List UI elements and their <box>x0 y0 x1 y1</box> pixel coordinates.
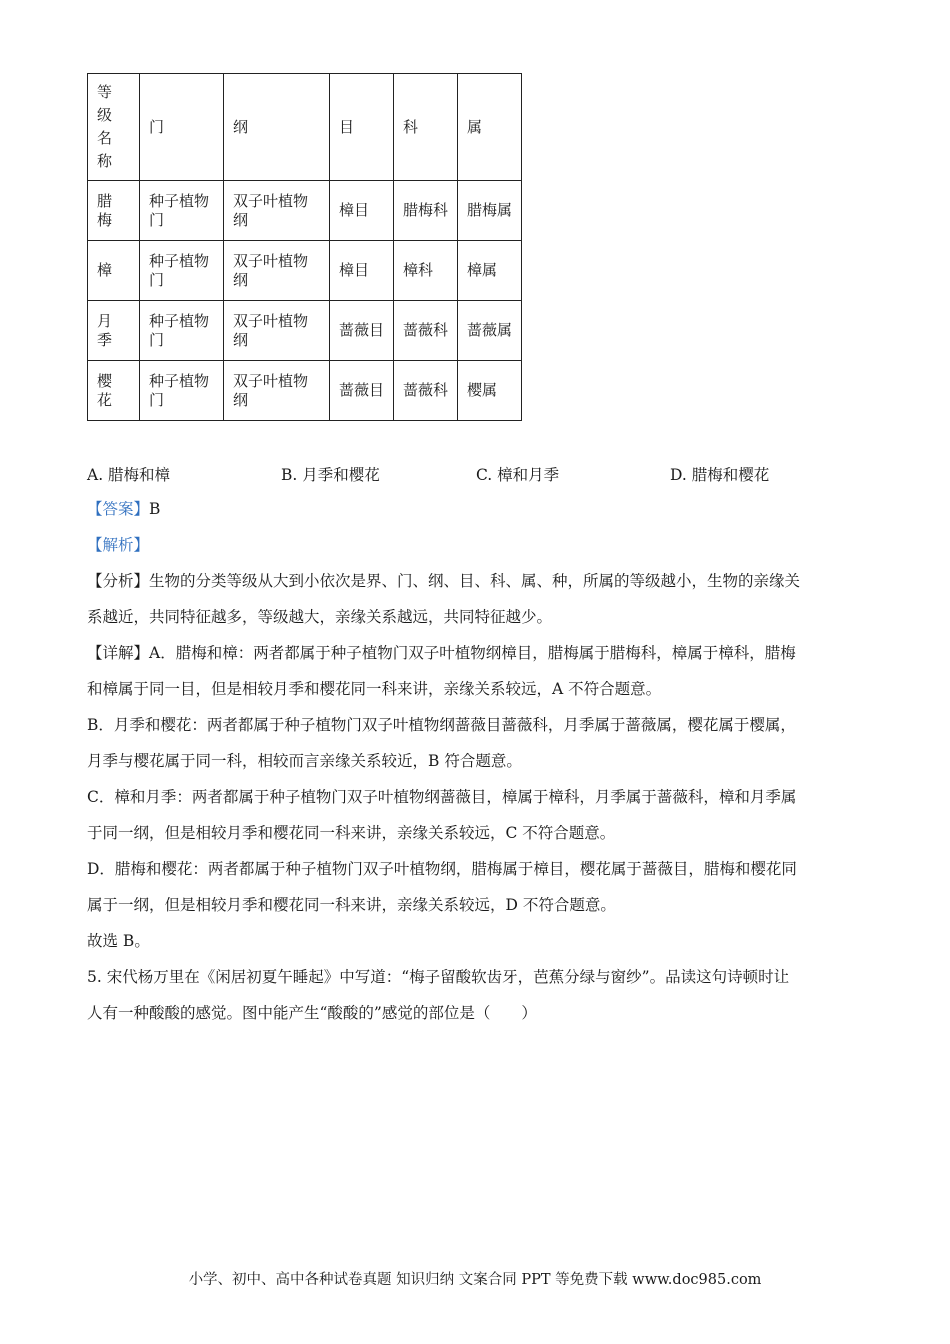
table-row <box>88 241 522 301</box>
body-line: B．月季和樱花：两者都属于种子植物门双子叶植物纲蔷薇目蔷薇科，月季属于蔷薇属，樱花属于樱属， <box>87 716 796 734</box>
body-line: 【分析】生物的分类等级从大到小依次是界、门、纲、目、科、属、种，所属的等级越小，生物的亲缘关 <box>87 572 801 590</box>
row-name: 腊梅 <box>88 181 140 241</box>
answer-value: B <box>149 500 161 518</box>
table-cell: 种子植物门 <box>140 241 224 301</box>
page-footer: 小学、初中、高中各种试卷真题 知识归纳 文案合同 PPT 等免费下载 www.doc985.com <box>188 1272 762 1288</box>
answer-label: 【答案】 <box>87 500 150 518</box>
row-name: 樱花 <box>88 361 140 421</box>
table-cell: 蔷薇目 <box>330 301 394 361</box>
table-header-row <box>88 74 522 181</box>
header-class: 纲 <box>224 74 330 181</box>
body-line: D．腊梅和樱花：两者都属于种子植物门双子叶植物纲，腊梅属于樟目，樱花属于蔷薇目，腊梅和樱花同 <box>87 860 797 878</box>
body-line: 月季与樱花属于同一科，相较而言亲缘关系较近，B 符合题意。 <box>87 752 522 770</box>
header-level-name: 等级名称 <box>97 83 113 170</box>
body-line: 属于一纲，但是相较月季和樱花同一科来讲，亲缘关系较远，D 不符合题意。 <box>87 896 616 914</box>
body-line: 系越近，共同特征越多，等级越大，亲缘关系越远，共同特征越少。 <box>87 608 553 626</box>
option-a: A. 腊梅和樟 <box>87 466 171 484</box>
table-cell: 蔷薇科 <box>394 361 458 421</box>
table-cell: 樟目 <box>330 241 394 301</box>
table-cell: 樱属 <box>458 361 522 421</box>
table-cell: 腊梅科 <box>394 181 458 241</box>
table-cell: 种子植物门 <box>140 301 224 361</box>
analysis-label: 【解析】 <box>87 536 150 554</box>
header-family: 科 <box>394 74 458 181</box>
header-level-name-cell <box>88 74 140 181</box>
table-cell: 种子植物门 <box>140 361 224 421</box>
body-line: 故选 B。 <box>87 932 150 950</box>
table-cell: 蔷薇目 <box>330 361 394 421</box>
option-b: B. 月季和樱花 <box>281 466 380 484</box>
table-cell: 樟属 <box>458 241 522 301</box>
table-cell: 樟目 <box>330 181 394 241</box>
table-cell: 双子叶植物纲 <box>224 181 330 241</box>
header-order: 目 <box>330 74 394 181</box>
table-cell: 种子植物门 <box>140 181 224 241</box>
body-line: 和樟属于同一目，但是相较月季和樱花同一科来讲，亲缘关系较远，A 不符合题意。 <box>87 680 662 698</box>
option-d: D. 腊梅和樱花 <box>670 466 770 484</box>
body-line: C．樟和月季：两者都属于种子植物门双子叶植物纲蔷薇目，樟属于樟科，月季属于蔷薇科，樟和月季属 <box>87 788 797 806</box>
analysis-heading <box>87 534 149 556</box>
table-cell: 双子叶植物纲 <box>224 361 330 421</box>
answer-line <box>87 498 160 520</box>
taxonomy-table <box>87 73 522 421</box>
row-name: 月季 <box>88 301 140 361</box>
table-cell: 蔷薇科 <box>394 301 458 361</box>
body-line: 【详解】A．腊梅和樟：两者都属于种子植物门双子叶植物纲樟目，腊梅属于腊梅科，樟属于樟科，腊梅 <box>87 644 796 662</box>
table-row <box>88 181 522 241</box>
question-line: 人有一种酸酸的感觉。图中能产生“酸酸的”感觉的部位是（ ） <box>87 1004 537 1022</box>
table-cell: 双子叶植物纲 <box>224 241 330 301</box>
table-cell: 双子叶植物纲 <box>224 301 330 361</box>
table-cell: 蔷薇属 <box>458 301 522 361</box>
line-tag: 【详解】 <box>87 644 150 662</box>
table-cell: 腊梅属 <box>458 181 522 241</box>
header-genus: 属 <box>458 74 522 181</box>
header-phylum: 门 <box>140 74 224 181</box>
table-row <box>88 361 522 421</box>
body-line: 于同一纲，但是相较月季和樱花同一科来讲，亲缘关系较远，C 不符合题意。 <box>87 824 616 842</box>
answer-options <box>87 463 867 487</box>
question-line: 5. 宋代杨万里在《闲居初夏午睡起》中写道：“梅子留酸软齿牙，芭蕉分绿与窗纱”。品读这句诗顿时让 <box>87 968 790 986</box>
option-c: C. 樟和月季 <box>476 466 560 484</box>
table-row <box>88 301 522 361</box>
row-name: 樟 <box>88 241 140 301</box>
line-tag: 【分析】 <box>87 572 150 590</box>
table-cell: 樟科 <box>394 241 458 301</box>
